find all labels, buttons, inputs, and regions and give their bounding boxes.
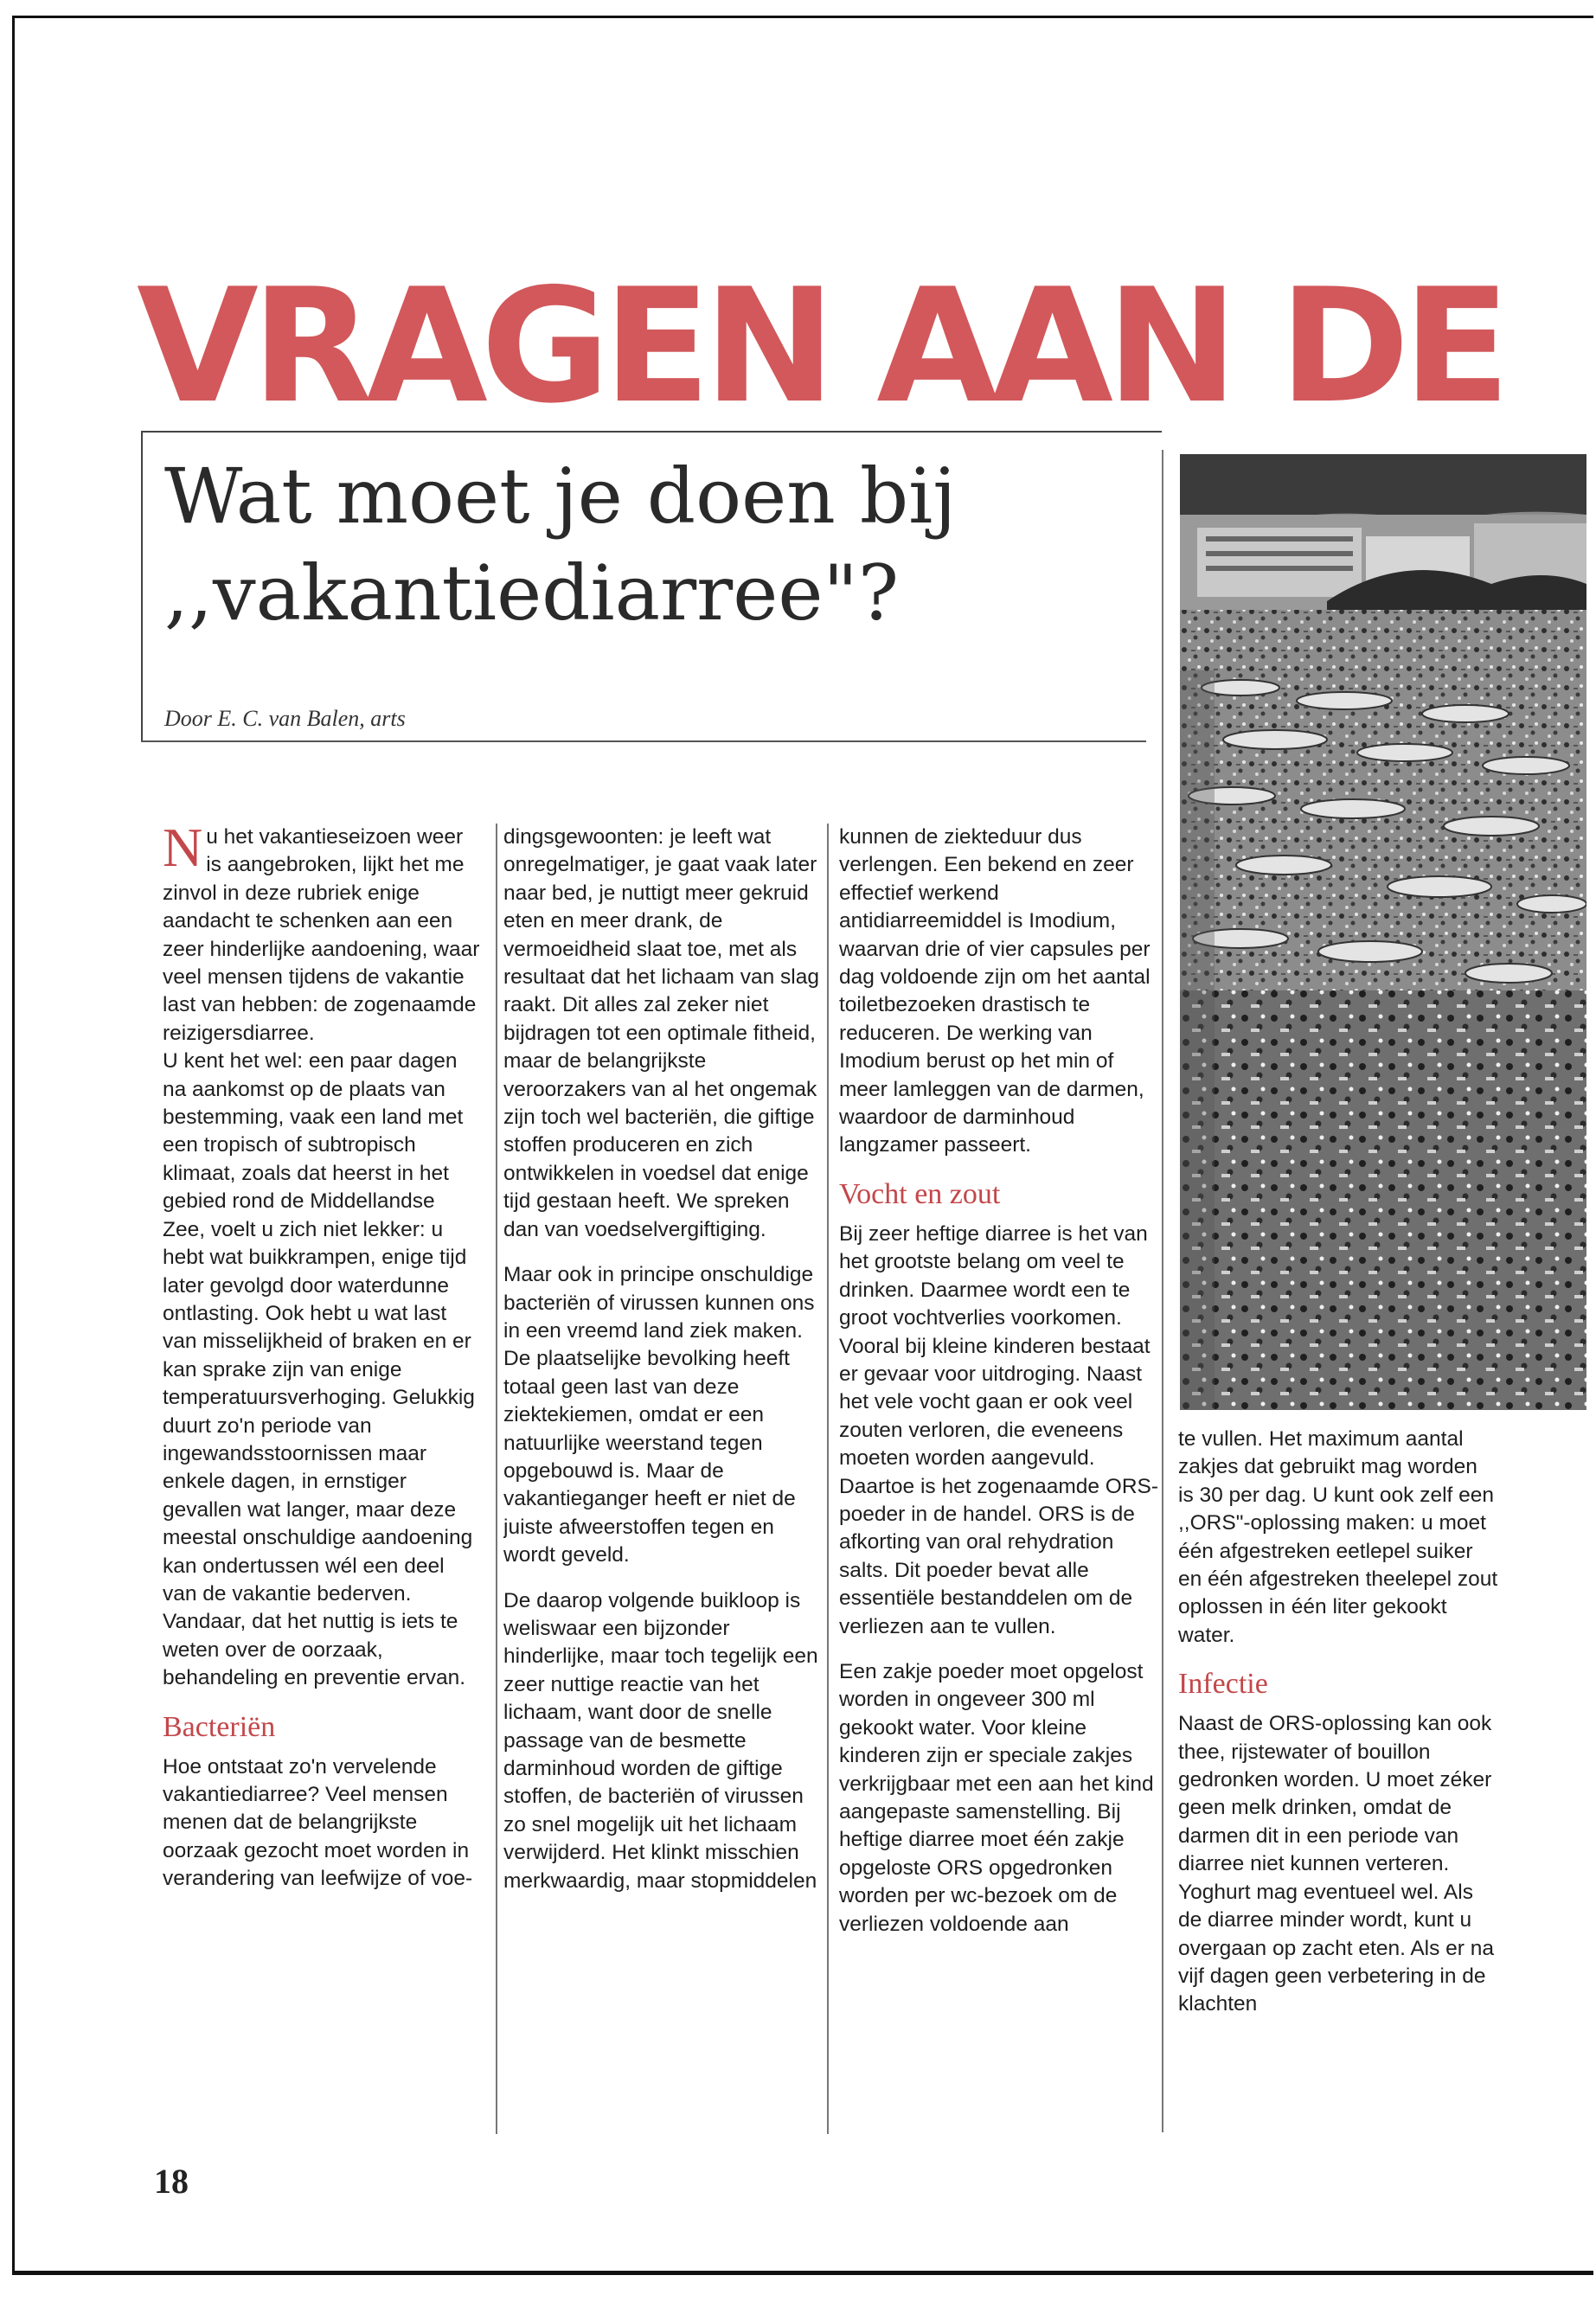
page-number: 18 [154, 2162, 189, 2201]
article-column-3 [839, 824, 1159, 2138]
paragraph: te vullen. Het maximum aantal zakjes dat gebruikt mag worden is 30 per dag. U kunt ook zelf een ,,ORS"-oplossing maken: u moet één afgestreken eetlepel suiker en één afgestreken theelepel zout oplossen in één liter gekookt water. [1178, 1427, 1498, 1647]
article-column-4 [1178, 1426, 1498, 2135]
column-divider-1 [496, 824, 497, 2134]
article-column-1 [163, 824, 483, 2138]
paragraph: Hoe ontstaat zo'n vervelende vakantiediarree? Veel mensen menen dat de belangrijkste oorzaak gezocht moet worden in verandering van leefwijze of voe- [163, 1754, 473, 1891]
paragraph: U kent het wel: een paar dagen na aankomst op de plaats van bestemming, vaak een land met een tropisch of subtropisch klimaat, zoals dat heerst in het gebied rond de Middellandse Zee, voelt u zich niet lekker: u hebt wat buikkrampen, enige tijd later gevolgd door waterdunne ontlasting. Ook hebt u wat last van misselijkheid of braken en er kan sprake zijn van enige temperatuursverhoging. Gelukkig duurt zo'n periode van ingewandsstoornissen maar enkele dagen, in ernstiger gevallen wat langer, maar deze meestal onschuldige aandoening kan ondertussen wél een deel van de vakantie bederven. Vandaar, dat het nuttig is iets te weten over de oorzaak, behandeling en preventie ervan. [163, 1049, 475, 1690]
byline: Door E. C. van Balen, arts [164, 706, 406, 731]
article-column-2 [503, 824, 824, 2138]
byline-divider [141, 740, 1146, 742]
photo-divider [1162, 450, 1163, 2132]
beach-photo [1180, 454, 1586, 1410]
drop-cap: N [163, 824, 203, 878]
paragraph: Maar ook in principe onschuldige bacteriën of virussen kunnen ons in een vreemd land ziek maken. De plaatselijke bevolking heeft totaal geen last van deze ziektekiemen, omdat er een natuurlijke weerstand tegen opgebouwd is. Maar de vakantieganger heeft er niet de juiste afweerstoffen tegen en wordt geveld. [503, 1263, 815, 1567]
paragraph: dingsgewoonten: je leeft wat onregelmatiger, je gaat vaak later naar bed, je nuttigt meer gekruid eten en meer drank, de vermoeidheid slaat toe, met als resultaat dat het lichaam van slag raakt. Dit alles zal zeker niet bijdragen tot een optimale fitheid, maar de belangrijkste veroorzakers van al het ongemak zijn toch wel bacteriën, die giftige stoffen produceren en zich ontwikkelen in voedsel dat enige tijd gestaan heeft. We spreken dan van voedselvergiftiging. [503, 825, 819, 1241]
paragraph: kunnen de ziekteduur dus verlengen. Een bekend en zeer effectief werkend antidiarreemiddel is Imodium, waarvan drie of vier capsules per dag voldoende zijn om het aantal toiletbezoeken drastisch te reduceren. De werking van Imodium berust op het min of meer lamleggen van de darmen, waardoor de darminhoud langzamer passeert. [839, 825, 1151, 1157]
section-heading-vocht-en-zout: Vocht en zout [839, 1177, 1001, 1210]
section-banner: VRAGEN AAN DE [137, 260, 1504, 433]
column-divider-2 [827, 824, 829, 2134]
paragraph: Een zakje poeder moet opgelost worden in ongeveer 300 ml gekookt water. Voor kleine kinderen zijn er speciale zakjes verkrijgbaar met een aan het kind aangepaste samenstelling. Bij heftige diarree moet één zakje opgeloste ORS opgedronken worden per wc-bezoek om de verliezen voldoende aan [839, 1659, 1154, 1936]
paragraph: Bij zeer heftige diarree is het van het grootste belang om veel te drinken. Daarmee wordt een te groot vochtverlies voorkomen. Vooral bij kleine kinderen bestaat er gevaar voor uitdroging. Naast het vele vocht gaan er ook veel zouten verloren, die eveneens moeten worden aangevuld. Daartoe is het zogenaamde ORS-poeder in de handel. ORS is de afkorting van oral rehydration salts. Dit poeder bevat alle essentiële bestanddelen om de verliezen aan te vullen. [839, 1221, 1159, 1638]
section-heading-bacterien: Bacteriën [163, 1710, 276, 1743]
paragraph: Naast de ORS-oplossing kan ook thee, rijstewater of bouillon gedronken worden. U moet zéker geen melk drinken, omdat de darmen dit in een periode van diarree niet kunnen verteren. Yoghurt mag eventueel wel. Als de diarree minder wordt, kunt u overgaan op zacht eten. Als er na vijf dagen geen verbetering in de klachten [1178, 1712, 1495, 2016]
paragraph: u het vakantieseizoen weer is aangebroken, lijkt het me zinvol in deze rubriek enige aandacht te schenken aan een zeer hinderlijke aandoening, waar veel mensen tijdens de vakantie last van hebben: de zogenaamde reizigersdiarree. [163, 825, 480, 1045]
title-line-2: ,,vakantiediarree"? [164, 548, 900, 638]
article-title [164, 448, 1151, 642]
paragraph: De daarop volgende buikloop is weliswaar een bijzonder hinderlijke, maar toch tegelijk een zeer nuttige reactie van het lichaam, want door de snelle passage van de besmette darminhoud worden de giftige stoffen, de bacteriën of virussen zo snel mogelijk uit het lichaam verwijderd. Het klinkt misschien merkwaardig, maar stopmiddelen [503, 1588, 818, 1893]
section-heading-infectie: Infectie [1178, 1668, 1268, 1701]
title-line-1: Wat moet je doen bij [164, 452, 957, 541]
